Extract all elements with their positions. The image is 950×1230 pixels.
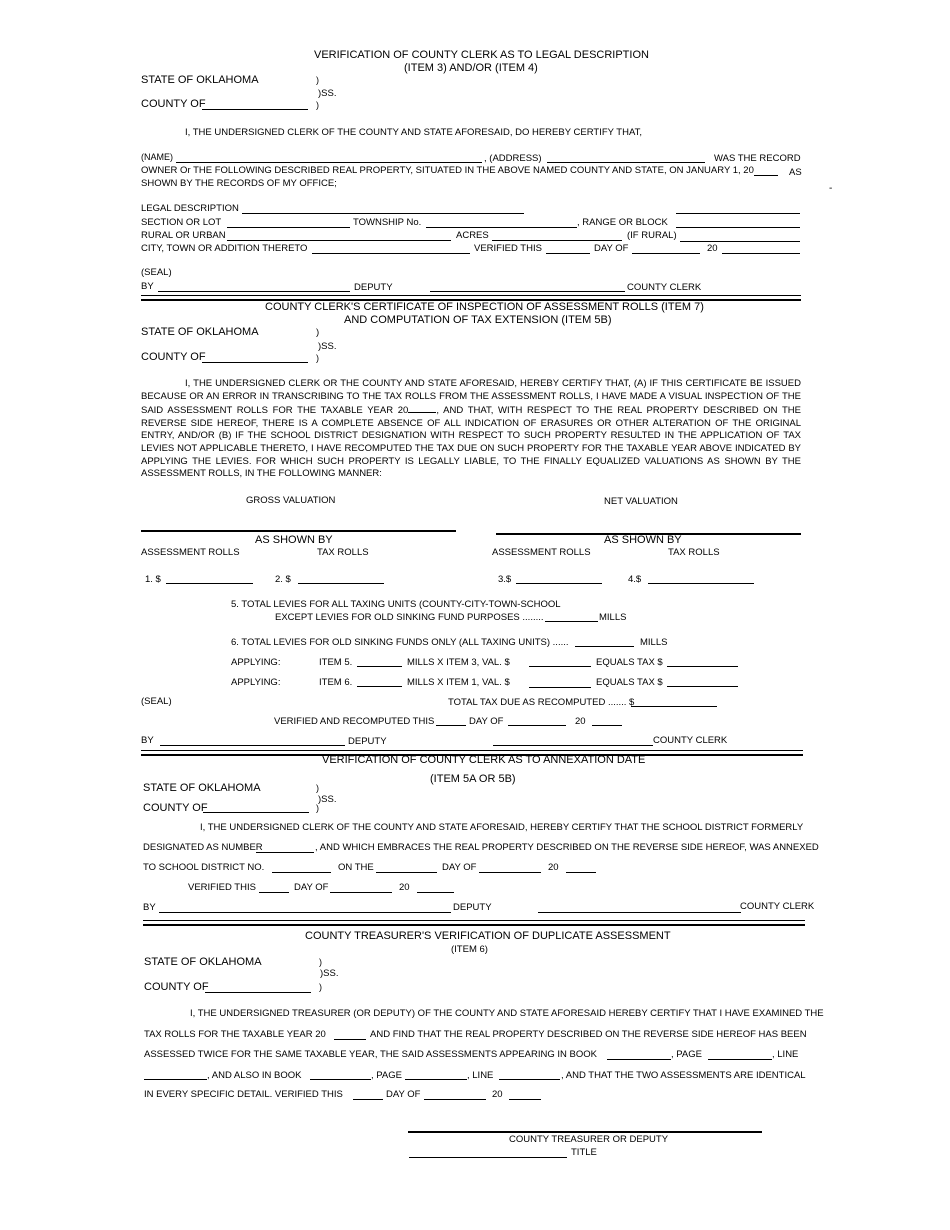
page-label: , PAGE: [371, 1070, 402, 1081]
total-tax-label: TOTAL TAX DUE AS RECOMPUTED ....... $: [448, 697, 635, 708]
as-shown-label: AS SHOWN BY: [604, 534, 682, 546]
section-divider: [143, 920, 805, 926]
county-field[interactable]: [202, 362, 308, 363]
school-district-field[interactable]: [272, 872, 331, 873]
county-label: COUNTY OF: [144, 981, 209, 993]
ss-label: )SS.: [318, 341, 337, 352]
annexation-text: I, THE UNDERSIGNED CLERK OF THE COUNTY AND STATE AFORESAID, HEREBY CERTIFY THAT THE SCHOOL DISTRICT FORMERLY: [200, 822, 804, 833]
item-1-val-field[interactable]: [529, 687, 591, 688]
year-prefix: 20: [492, 1089, 503, 1100]
brace: ): [319, 957, 322, 967]
brace: ): [316, 75, 319, 85]
annex-year-field[interactable]: [566, 872, 596, 873]
embraces-text: , AND WHICH EMBRACES THE REAL PROPERTY DESCRIBED ON THE REVERSE SIDE HEREOF, WAS ANNEXED: [315, 842, 819, 853]
line-label: , LINE: [467, 1070, 494, 1081]
deputy-label: DEPUTY: [348, 736, 387, 747]
clerk-signature-field[interactable]: [538, 912, 741, 913]
value-2-field[interactable]: [298, 583, 384, 584]
assessment-rolls-label: ASSESSMENT ROLLS: [141, 547, 240, 558]
designated-label: DESIGNATED AS NUMBER: [143, 842, 263, 853]
tax-rolls-label: TAX ROLLS: [317, 547, 369, 558]
applying-label: APPLYING:: [231, 677, 281, 688]
value-3-field[interactable]: [516, 583, 602, 584]
city-field[interactable]: [312, 253, 470, 254]
year-prefix: 20: [548, 862, 559, 873]
item-5-label: ITEM 5.: [319, 657, 353, 668]
item-6-label: ITEM 6.: [319, 677, 353, 688]
mills-item-1-label: MILLS X ITEM 1, VAL. $: [407, 677, 510, 688]
page-field[interactable]: [708, 1059, 772, 1060]
address-label: , (ADDRESS): [484, 153, 542, 164]
clerk-signature-field[interactable]: [430, 291, 625, 292]
day-of-label: DAY OF: [442, 862, 477, 873]
county-field[interactable]: [202, 109, 308, 110]
brace: ): [316, 353, 319, 363]
line-2-field[interactable]: [499, 1079, 560, 1080]
book-field[interactable]: [607, 1059, 671, 1060]
value-1-label: 1. $: [145, 574, 161, 585]
para-text-b: , AND THAT, WITH RESPECT TO THE REAL PROPERTY DESCRIBED ON THE REVERSE SIDE HEREOF, THERE IS A COMPLETE ABSENCE OF ALL INDICATION OF ERASURES OR OTHER ALTERATION OF THE ORIGINAL ENTRY, AND/OR (B) IF THE SCHOOL DISTRICT DESIGNATION WITH RESPECT TO SUCH PROPERTY RESULTED IN THE APPLICATION OF TAX LEVIES NOT APPLICABLE THERETO, I HAVE RECOMPUTED THE TAX DUE ON SUCH PROPERTY FOR THE TAXABLE YEAR ABOVE INDICATED BY APPLYING THE LEVIES. FOR WHICH SUCH PROPERTY IS LEGALLY LIABLE, TO THE FINALLY EQUALIZED VALUATIONS AS SHOWN BY THE ASSESSMENT ROLLS, IN THE FOLLOWING MANNER:: [141, 405, 801, 480]
value-4-field[interactable]: [648, 583, 754, 584]
certify-text: I, THE UNDERSIGNED CLERK OF THE COUNTY AND STATE AFORESAID, DO HEREBY CERTIFY THAT,: [185, 127, 642, 138]
by-label: BY: [141, 735, 154, 746]
verified-day-field[interactable]: [353, 1099, 383, 1100]
rural-field[interactable]: [227, 240, 451, 241]
year-field[interactable]: [722, 253, 800, 254]
item-5-mills-field[interactable]: [357, 666, 402, 667]
identical-text: , AND THAT THE TWO ASSESSMENTS ARE IDENTICAL: [561, 1070, 806, 1081]
applying-label: APPLYING:: [231, 657, 281, 668]
mills-label: MILLS: [599, 612, 627, 623]
section-subtitle: (ITEM 6): [451, 944, 488, 955]
county-label: COUNTY OF: [143, 802, 208, 814]
assessed-twice-text: ASSESSED TWICE FOR THE SAME TAXABLE YEAR, THE SAID ASSESSMENTS APPEARING IN BOOK: [144, 1049, 597, 1060]
legal-label: LEGAL DESCRIPTION: [141, 203, 239, 214]
day-of-label: DAY OF: [469, 716, 504, 727]
seal-label: (SEAL): [141, 267, 172, 278]
month-field[interactable]: [508, 725, 566, 726]
day-of-label: DAY OF: [386, 1089, 421, 1100]
range-label: , RANGE OR BLOCK: [577, 217, 668, 228]
by-field[interactable]: [160, 745, 345, 746]
verified-day-field[interactable]: [259, 892, 289, 893]
legal-field[interactable]: [242, 213, 524, 214]
every-detail-text: IN EVERY SPECIFIC DETAIL. VERIFIED THIS: [144, 1089, 343, 1100]
brace: ): [319, 982, 322, 992]
if-rural-field[interactable]: [680, 241, 800, 242]
township-label: TOWNSHIP No.: [353, 217, 422, 228]
verified-day-field[interactable]: [546, 253, 590, 254]
taxable-year-field[interactable]: [334, 1039, 366, 1040]
range-field[interactable]: [676, 227, 800, 228]
title-label: TITLE: [571, 1147, 597, 1158]
mills-label: MILLS: [640, 637, 668, 648]
day-of-label: DAY OF: [594, 243, 629, 254]
certification-paragraph: [141, 378, 801, 481]
acres-label: ACRES: [456, 230, 489, 241]
brace: ): [316, 327, 320, 338]
treasurer-label: COUNTY TREASURER OR DEPUTY: [509, 1134, 669, 1145]
page-2-field[interactable]: [405, 1079, 467, 1080]
section-title: COUNTY TREASURER'S VERIFICATION OF DUPLICATE ASSESSMENT: [305, 930, 671, 942]
book-2-field[interactable]: [310, 1079, 371, 1080]
margin-mark: -: [829, 183, 833, 194]
section-field[interactable]: [227, 227, 350, 228]
year-prefix: 20: [707, 243, 718, 254]
owner-text: OWNER Or THE FOLLOWING DESCRIBED REAL PROPERTY, SITUATED IN THE ABOVE NAMED COUNTY AND STATE, ON JANUARY 1, 20: [141, 165, 754, 176]
county-label: COUNTY OF: [141, 351, 206, 363]
tax-rolls-text: TAX ROLLS FOR THE TAXABLE YEAR 20: [144, 1029, 326, 1040]
township-field[interactable]: [426, 227, 577, 228]
day-of-label: DAY OF: [294, 882, 329, 893]
deputy-label: DEPUTY: [453, 902, 492, 913]
find-text: AND FIND THAT THE REAL PROPERTY DESCRIBED ON THE REVERSE SIDE HEREOF HAS BEEN: [370, 1029, 807, 1040]
title-field[interactable]: [409, 1157, 567, 1158]
county-field[interactable]: [205, 992, 311, 993]
section-subtitle: AND COMPUTATION OF TAX EXTENSION (ITEM 5B): [344, 314, 612, 326]
clerk-label: COUNTY CLERK: [653, 735, 728, 746]
levies-5-text: 5. TOTAL LEVIES FOR ALL TAXING UNITS (COUNTY-CITY-TOWN-SCHOOL: [231, 599, 561, 610]
total-tax-field[interactable]: [631, 706, 717, 707]
item-3-val-field[interactable]: [529, 666, 591, 667]
address-field[interactable]: [547, 162, 705, 163]
was-record-label: WAS THE RECORD: [714, 153, 801, 164]
county-label: COUNTY OF: [141, 98, 206, 110]
brace: ): [316, 100, 319, 110]
line-field[interactable]: [144, 1079, 207, 1080]
clerk-label: COUNTY CLERK: [627, 282, 702, 293]
section-title: VERIFICATION OF COUNTY CLERK AS TO LEGAL DESCRIPTION: [314, 49, 649, 61]
state-label: STATE OF OKLAHOMA: [141, 74, 259, 86]
on-the-label: ON THE: [338, 862, 374, 873]
deputy-label: DEPUTY: [354, 282, 393, 293]
verified-label: VERIFIED THIS: [474, 243, 542, 254]
year-field[interactable]: [754, 175, 778, 176]
equals-tax-5-field[interactable]: [667, 666, 738, 667]
page-label: , PAGE: [671, 1049, 702, 1060]
brace: ): [316, 803, 319, 813]
month-field[interactable]: [330, 892, 392, 893]
treasurer-text: I, THE UNDERSIGNED TREASURER (OR DEPUTY) OF THE COUNTY AND STATE AFORESAID HEREBY CERTIFY THAT I HAVE EXAMINED THE: [190, 1008, 824, 1019]
shown-text: SHOWN BY THE RECORDS OF MY OFFICE;: [141, 178, 337, 189]
gross-rule: [141, 530, 456, 532]
verified-day-field[interactable]: [436, 725, 466, 726]
value-1-field[interactable]: [166, 583, 253, 584]
year-prefix: 20: [399, 882, 410, 893]
levies-5-field[interactable]: [545, 621, 598, 622]
clerk-signature-field[interactable]: [493, 745, 653, 746]
value-4-label: 4.$: [628, 574, 642, 585]
verified-label: VERIFIED AND RECOMPUTED THIS: [274, 716, 435, 727]
net-label: NET VALUATION: [604, 496, 678, 507]
by-label: BY: [141, 281, 154, 292]
taxable-year-field[interactable]: [408, 403, 436, 413]
month-field[interactable]: [424, 1099, 486, 1100]
if-rural-label: (IF RURAL): [627, 230, 677, 241]
acres-field[interactable]: [492, 240, 622, 241]
name-label: (NAME): [141, 152, 173, 162]
name-field[interactable]: [176, 162, 482, 163]
mills-item-3-label: MILLS X ITEM 3, VAL. $: [407, 657, 510, 668]
state-label: STATE OF OKLAHOMA: [144, 956, 262, 968]
district-number-field[interactable]: [256, 852, 314, 853]
seal-label: (SEAL): [141, 696, 172, 707]
item-6-mills-field[interactable]: [357, 686, 402, 687]
month-field[interactable]: [632, 253, 700, 254]
levies-6-field[interactable]: [575, 646, 634, 647]
as-text: AS: [789, 167, 802, 178]
section-subtitle: (ITEM 3) AND/OR (ITEM 4): [404, 62, 538, 74]
year-field[interactable]: [417, 892, 454, 893]
value-2-label: 2. $: [275, 574, 291, 585]
value-3-label: 3.$: [498, 574, 512, 585]
tax-rolls-label: TAX ROLLS: [668, 547, 720, 558]
line-label: , LINE: [772, 1049, 799, 1060]
equals-tax-label: EQUALS TAX $: [596, 657, 663, 668]
state-label: STATE OF OKLAHOMA: [141, 326, 259, 338]
treasurer-signature-field[interactable]: [408, 1131, 762, 1133]
to-school-label: TO SCHOOL DISTRICT NO.: [143, 862, 265, 873]
by-label: BY: [143, 902, 156, 913]
ss-label: )SS.: [318, 794, 337, 805]
equals-tax-label: EQUALS TAX $: [596, 677, 663, 688]
annex-month-field[interactable]: [479, 872, 541, 873]
ss-label: )SS.: [318, 88, 337, 99]
also-book-label: , AND ALSO IN BOOK: [207, 1070, 302, 1081]
levies-6-text: 6. TOTAL LEVIES FOR OLD SINKING FUNDS ONLY (ALL TAXING UNITS) ......: [231, 637, 569, 648]
as-shown-label: AS SHOWN BY: [255, 534, 333, 546]
para-text-a: I, THE UNDERSIGNED CLERK OR THE COUNTY AND STATE AFORESAID, HEREBY CERTIFY THAT, (A) IF THIS CERTIFICATE BE ISSUED BECAUSE OR AN ERROR IN TRANSCRIBING TO THE TAX ROLLS FROM THE ASSESSMENT ROLLS, I HAVE MADE A VISUAL INSPECTION OF THE SAID ASSESSMENT ROLLS FOR THE TAXABLE YEAR 20: [141, 378, 801, 417]
annex-day-field[interactable]: [376, 872, 437, 873]
assessment-rolls-label: ASSESSMENT ROLLS: [492, 547, 591, 558]
section-title: VERIFICATION OF COUNTY CLERK AS TO ANNEXATION DATE: [322, 754, 646, 766]
rural-label: RURAL OR URBAN: [141, 230, 226, 241]
by-field[interactable]: [159, 912, 451, 913]
levies-5-text-b: EXCEPT LEVIES FOR OLD SINKING FUND PURPOSES ........: [275, 612, 544, 623]
city-label: CITY, TOWN OR ADDITION THERETO: [141, 243, 308, 254]
gross-label: GROSS VALUATION: [246, 495, 336, 506]
equals-tax-6-field[interactable]: [667, 686, 738, 687]
ss-label: )SS.: [320, 968, 339, 979]
clerk-label: COUNTY CLERK: [740, 901, 815, 912]
state-label: STATE OF OKLAHOMA: [143, 782, 261, 794]
legal-field-2[interactable]: [676, 213, 800, 214]
year-field[interactable]: [592, 725, 622, 726]
year-prefix: 20: [575, 716, 586, 727]
year-field[interactable]: [509, 1099, 541, 1100]
brace: ): [316, 783, 319, 793]
section-label: SECTION OR LOT: [141, 217, 222, 228]
section-title: COUNTY CLERK'S CERTIFICATE OF INSPECTION OF ASSESSMENT ROLLS (ITEM 7): [265, 301, 704, 313]
verified-label: VERIFIED THIS: [188, 882, 256, 893]
county-field[interactable]: [203, 812, 309, 813]
by-field[interactable]: [158, 291, 350, 292]
section-subtitle: (ITEM 5A OR 5B): [430, 773, 516, 785]
